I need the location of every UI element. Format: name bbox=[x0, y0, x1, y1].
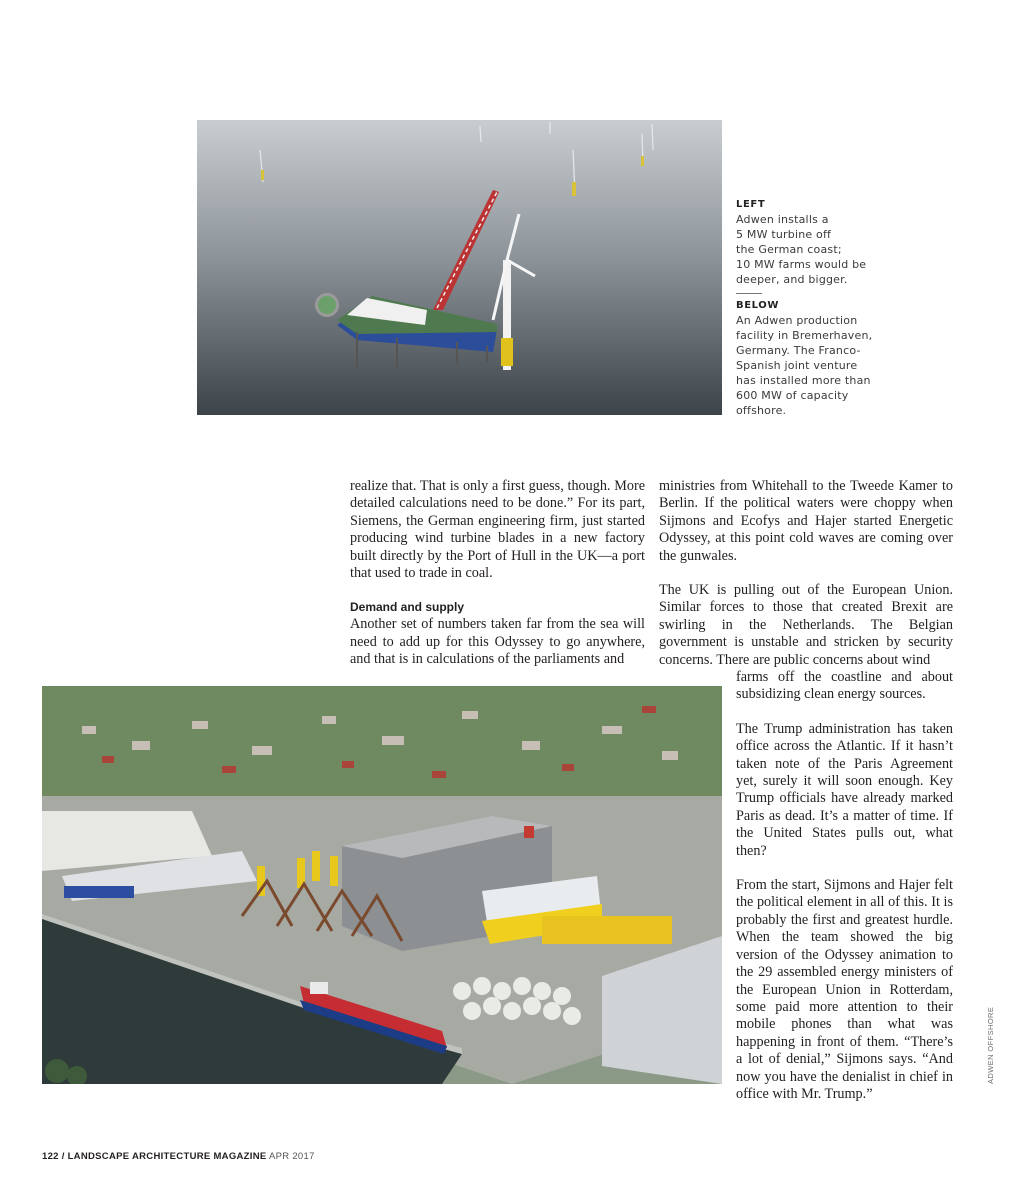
section-subhead: Demand and supply bbox=[350, 600, 465, 615]
issue-date: APR 2017 bbox=[266, 1151, 315, 1162]
caption-below-line: has installed more than bbox=[736, 374, 871, 387]
caption-left-line: 10 MW farms would be bbox=[736, 258, 867, 271]
offshore-installation-photo bbox=[197, 120, 722, 415]
caption-below-line: 600 MW of capacity bbox=[736, 389, 849, 402]
article-paragraph: farms off the coastline and about subsidizing clean energy sources. bbox=[736, 669, 953, 703]
article-column-left bbox=[350, 478, 645, 669]
photo-credit: ADWEN OFFSHORE bbox=[986, 1006, 995, 1084]
caption-left-line: deeper, and bigger. bbox=[736, 273, 848, 286]
article-column-right-upper bbox=[659, 478, 953, 669]
caption-left-line: the German coast; bbox=[736, 243, 842, 256]
caption-below-line: Germany. The Franco- bbox=[736, 344, 861, 357]
photo-captions bbox=[736, 197, 896, 418]
caption-below-heading: BELOW bbox=[736, 300, 779, 311]
article-paragraph: The UK is pulling out of the European Union. Similar forces to those that created Brexit are swirling in the Netherlands. The Belgian government is unstable and stricken by security concerns. There are public concerns about wind bbox=[659, 582, 953, 668]
production-facility-photo bbox=[42, 686, 722, 1084]
article-paragraph: ministries from Whitehall to the Tweede Kamer to Berlin. If the political waters were choppy when Sijmons and Ecofys and Hajer started Energetic Odyssey, at this point cold waves are coming over the gunwales. bbox=[659, 478, 953, 564]
caption-below-line: An Adwen production bbox=[736, 314, 858, 327]
article-paragraph: Another set of numbers taken far from the sea will need to add up for this Odyssey to go anywhere, and that is in calculations of the parliaments and bbox=[350, 616, 645, 668]
caption-below-line: offshore. bbox=[736, 404, 787, 417]
magazine-name: LANDSCAPE ARCHITECTURE MAGAZINE bbox=[67, 1151, 267, 1162]
article-paragraph: The Trump administration has taken office across the Atlantic. If it hasn’t taken note of the Paris Agreement yet, surely it will soon enough. Key Trump officials have already marked Paris as dead. It’s a matter of time. If the United States pulls out, what then? bbox=[736, 720, 953, 859]
article-paragraph: realize that. That is only a first guess, though. More detailed calculations need to be done.” For its part, Siemens, the German engineering firm, just started producing wind turbine blades in a new factory built directly by the Port of Hull in the UK—a port that used to trade in coal. bbox=[350, 478, 645, 582]
caption-left-heading: LEFT bbox=[736, 199, 766, 210]
caption-left-line: Adwen installs a bbox=[736, 213, 829, 226]
caption-below-line: facility in Bremerhaven, bbox=[736, 329, 873, 342]
caption-divider bbox=[736, 293, 762, 294]
article-paragraph: From the start, Sijmons and Hajer felt the political element in all of this. It is probably the first and greatest hurdle. When the team showed the big version of the Odyssey animation to the 29 assembled energy ministers of the European Union in Rotterdam, some paid more attention to their mobile phones than what was happening in front of them. “There’s a lot of denial,” Sijmons says. “And now you have the denialist in chief in office with Mr. Trump.” bbox=[736, 877, 953, 1102]
caption-below-line: Spanish joint venture bbox=[736, 359, 858, 372]
caption-left-line: 5 MW turbine off bbox=[736, 228, 832, 241]
page-number: 122 / bbox=[42, 1151, 68, 1162]
article-column-right-lower bbox=[736, 669, 953, 1103]
page-footer bbox=[42, 1151, 315, 1162]
